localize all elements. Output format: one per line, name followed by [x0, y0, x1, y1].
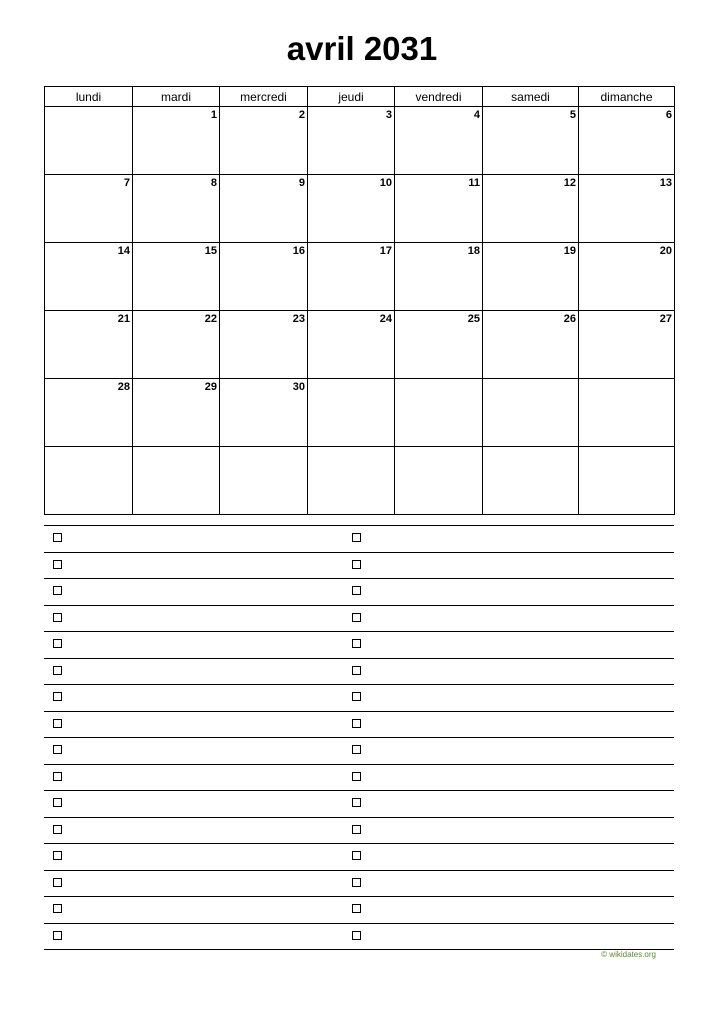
checkbox-icon[interactable]: [53, 745, 62, 754]
day-number: 23: [292, 313, 305, 325]
day-number: 16: [292, 245, 305, 257]
day-number: 26: [563, 313, 576, 325]
weekday-header: samedi: [483, 87, 579, 107]
day-number: 24: [379, 313, 392, 325]
day-cell[interactable]: [133, 107, 220, 175]
day-number: 3: [385, 109, 392, 121]
checkbox-icon[interactable]: [53, 878, 62, 887]
day-number: 2: [298, 109, 305, 121]
day-number: 15: [204, 245, 217, 257]
day-number: [220, 447, 307, 448]
day-number: 1: [210, 109, 217, 121]
checkbox-icon[interactable]: [352, 851, 361, 860]
day-cell[interactable]: [133, 311, 220, 379]
week-row: [45, 243, 675, 311]
day-cell[interactable]: [45, 175, 133, 243]
day-cell[interactable]: [220, 175, 308, 243]
day-number: 28: [117, 381, 130, 393]
day-number: 10: [379, 177, 392, 189]
day-cell[interactable]: [308, 447, 395, 515]
day-cell[interactable]: [579, 379, 675, 447]
day-cell[interactable]: [308, 107, 395, 175]
month-calendar-grid: [44, 86, 675, 515]
checkbox-icon[interactable]: [53, 639, 62, 648]
checklist-row: [44, 897, 674, 924]
checkbox-icon[interactable]: [53, 586, 62, 595]
day-number: 9: [298, 177, 305, 189]
weekday-header: lundi: [45, 87, 133, 107]
day-cell[interactable]: [483, 447, 579, 515]
week-row: [45, 447, 675, 515]
day-number: [483, 379, 578, 380]
day-cell[interactable]: [45, 243, 133, 311]
checkbox-icon[interactable]: [352, 931, 361, 940]
day-cell[interactable]: [395, 243, 483, 311]
day-cell[interactable]: [395, 175, 483, 243]
day-number: 5: [569, 109, 576, 121]
checkbox-icon[interactable]: [352, 719, 361, 728]
day-number: [483, 447, 578, 448]
day-cell[interactable]: [308, 175, 395, 243]
day-number: [133, 447, 219, 448]
day-cell[interactable]: [308, 311, 395, 379]
day-number: 30: [292, 381, 305, 393]
day-number: 6: [665, 109, 672, 121]
checklist-row: [44, 924, 674, 951]
calendar-title: avril 2031: [286, 30, 438, 67]
day-number: 29: [204, 381, 217, 393]
checklist-row: [44, 685, 674, 712]
day-cell[interactable]: [220, 243, 308, 311]
checklist: [44, 525, 674, 950]
day-cell[interactable]: [220, 311, 308, 379]
weekday-header: dimanche: [579, 87, 675, 107]
day-number: 20: [659, 245, 672, 257]
checkbox-icon[interactable]: [352, 586, 361, 595]
day-cell[interactable]: [579, 175, 675, 243]
day-number: 13: [659, 177, 672, 189]
day-cell[interactable]: [483, 243, 579, 311]
day-cell[interactable]: [220, 107, 308, 175]
checkbox-icon[interactable]: [352, 904, 361, 913]
day-number: 7: [123, 177, 130, 189]
checkbox-icon[interactable]: [352, 772, 361, 781]
checklist-row: [44, 791, 674, 818]
checklist-row: [44, 579, 674, 606]
day-number: 17: [379, 245, 392, 257]
checkbox-icon[interactable]: [53, 798, 62, 807]
day-cell[interactable]: [220, 447, 308, 515]
day-cell[interactable]: [133, 379, 220, 447]
checkbox-icon[interactable]: [53, 666, 62, 675]
day-cell[interactable]: [308, 243, 395, 311]
day-number: 19: [563, 245, 576, 257]
day-cell[interactable]: [579, 243, 675, 311]
checkbox-icon[interactable]: [352, 666, 361, 675]
day-number: [395, 447, 482, 448]
checkbox-icon[interactable]: [53, 772, 62, 781]
week-row: [45, 379, 675, 447]
day-cell[interactable]: [395, 379, 483, 447]
checkbox-icon[interactable]: [352, 533, 361, 542]
checkbox-icon[interactable]: [53, 904, 62, 913]
day-number: [579, 379, 674, 380]
checklist-row: [44, 632, 674, 659]
checkbox-icon[interactable]: [53, 692, 62, 701]
checkbox-icon[interactable]: [352, 692, 361, 701]
checklist-row: [44, 818, 674, 845]
day-cell[interactable]: [308, 379, 395, 447]
day-number: [45, 447, 132, 448]
checkbox-icon[interactable]: [352, 745, 361, 754]
checkbox-icon[interactable]: [53, 825, 62, 834]
day-cell[interactable]: [133, 243, 220, 311]
day-cell[interactable]: [220, 379, 308, 447]
week-row: [45, 107, 675, 175]
checkbox-icon[interactable]: [53, 613, 62, 622]
day-number: 18: [467, 245, 480, 257]
weekday-header: mardi: [133, 87, 220, 107]
weekday-header: mercredi: [220, 87, 308, 107]
week-row: [45, 311, 675, 379]
day-cell[interactable]: [579, 107, 675, 175]
day-number: 12: [563, 177, 576, 189]
day-number: [395, 379, 482, 380]
day-cell[interactable]: [133, 175, 220, 243]
day-cell[interactable]: [483, 379, 579, 447]
checklist-row: [44, 659, 674, 686]
checklist-row: [44, 606, 674, 633]
day-cell[interactable]: [395, 447, 483, 515]
day-number: 21: [117, 313, 130, 325]
day-number: 4: [473, 109, 480, 121]
checkbox-icon[interactable]: [352, 560, 361, 569]
day-number: 25: [467, 313, 480, 325]
day-cell[interactable]: [483, 175, 579, 243]
day-number: 11: [468, 177, 480, 189]
weekday-header: vendredi: [395, 87, 483, 107]
checkbox-icon[interactable]: [352, 613, 361, 622]
checklist-row: [44, 765, 674, 792]
checkbox-icon[interactable]: [53, 931, 62, 940]
day-cell[interactable]: [483, 311, 579, 379]
checkbox-icon[interactable]: [53, 719, 62, 728]
day-number: [579, 447, 674, 448]
checklist-row: [44, 738, 674, 765]
checkbox-icon[interactable]: [352, 639, 361, 648]
weekday-header: jeudi: [308, 87, 395, 107]
day-cell[interactable]: [45, 107, 133, 175]
checklist-row: [44, 844, 674, 871]
day-number: 27: [659, 313, 672, 325]
checklist-row: [44, 553, 674, 580]
checklist-row: [44, 712, 674, 739]
checkbox-icon[interactable]: [352, 878, 361, 887]
checkbox-icon[interactable]: [53, 560, 62, 569]
checklist-row: [44, 526, 674, 553]
day-cell[interactable]: [395, 107, 483, 175]
day-number: 14: [117, 245, 130, 257]
checkbox-icon[interactable]: [352, 825, 361, 834]
day-number: 8: [210, 177, 217, 189]
checklist-row: [44, 871, 674, 898]
day-cell[interactable]: [579, 311, 675, 379]
weekday-header-row: [45, 87, 675, 107]
day-cell[interactable]: [395, 311, 483, 379]
day-cell[interactable]: [45, 311, 133, 379]
day-cell[interactable]: [483, 107, 579, 175]
day-number: [308, 447, 394, 448]
day-cell[interactable]: [45, 447, 133, 515]
day-number: 22: [204, 313, 217, 325]
day-cell[interactable]: [579, 447, 675, 515]
checkbox-icon[interactable]: [53, 533, 62, 542]
day-cell[interactable]: [45, 379, 133, 447]
day-number: [45, 107, 132, 108]
week-row: [45, 175, 675, 243]
checkbox-icon[interactable]: [53, 851, 62, 860]
checkbox-icon[interactable]: [352, 798, 361, 807]
day-number: [308, 379, 394, 380]
footer-credit: © wikidates.org: [601, 950, 656, 959]
day-cell[interactable]: [133, 447, 220, 515]
